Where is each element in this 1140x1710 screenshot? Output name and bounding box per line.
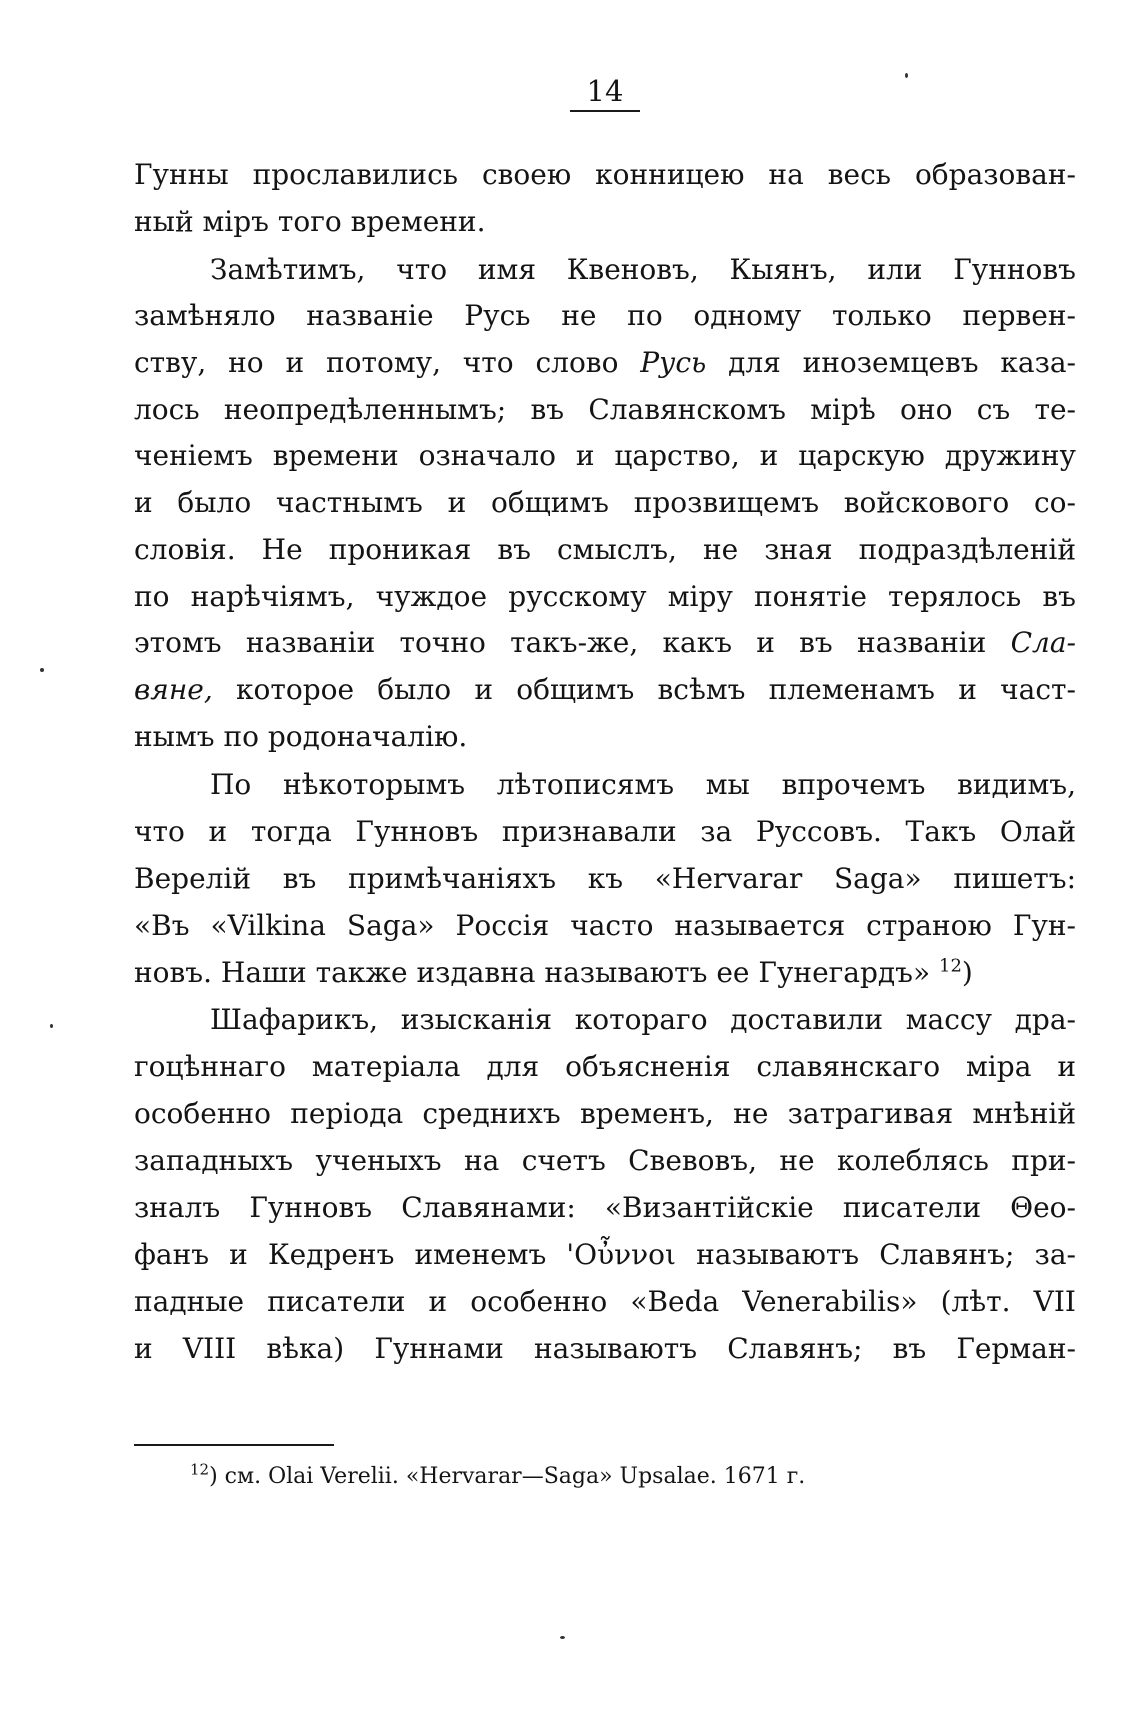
text-line: Шафарикъ, изысканія котораго доставили массу дра- xyxy=(210,1003,1076,1036)
text-line xyxy=(134,339,1076,387)
text-line: особенно періода среднихъ временъ, не затрагивая мнѣній xyxy=(134,1097,1076,1130)
text-line: и было частнымъ и общимъ прозвищемъ войскового со- xyxy=(134,486,1076,519)
footnote xyxy=(190,1461,1010,1493)
footnote-reference: 12 xyxy=(939,955,962,977)
footnote-marker: 12 xyxy=(190,1460,210,1479)
text-line: зналъ Гунновъ Славянами: «Византійскіе писатели Θео- xyxy=(134,1191,1076,1224)
italic-term: Русь xyxy=(640,346,707,379)
text-line: нымъ по родоначалію. xyxy=(134,720,468,753)
text-run: этомъ названіи точно такъ-же, какъ и въ названіи xyxy=(134,626,1011,659)
text-line: словія. Не проникая въ смыслъ, не зная подраздѣленій xyxy=(134,533,1076,566)
text-line: и VIII вѣка) Гуннами называютъ Славянъ; въ Герман- xyxy=(134,1332,1076,1365)
text-line: замѣняло названіе Русь не по одному только первен- xyxy=(134,299,1076,332)
italic-term: Сла- xyxy=(1010,626,1076,659)
text-line: по нарѣчіямъ, чуждое русскому міру понятіе терялось въ xyxy=(134,580,1076,613)
text-run: которое было и общимъ всѣмъ племенамъ и част- xyxy=(212,673,1076,706)
text-line: Верелій въ примѣчаніяхъ къ «Hervarar Saga» пишетъ: xyxy=(134,862,1076,895)
italic-term: вяне, xyxy=(134,673,213,706)
text-line xyxy=(134,619,1076,667)
text-line: По нѣкоторымъ лѣтописямъ мы впрочемъ видимъ, xyxy=(210,768,1076,801)
footnote-text: ) см. Olai Verelii. «Hervarar—Saga» Upsalae. 1671 г. xyxy=(209,1464,806,1489)
text-line xyxy=(134,666,1076,714)
text-line: Гунны прославились своею конницею на весь образован- xyxy=(134,158,1076,191)
text-line xyxy=(134,949,1076,997)
text-line: ченіемъ времени означало и царство, и царскую дружину xyxy=(134,439,1076,472)
scan-speck xyxy=(560,1636,565,1639)
page-number: 14 xyxy=(570,74,640,112)
footnote-divider xyxy=(134,1444,334,1446)
scan-speck xyxy=(905,73,908,78)
text-run: для иноземцевъ каза- xyxy=(706,346,1076,379)
text-line: гоцѣннаго матеріала для объясненія славянскаго міра и xyxy=(134,1050,1076,1083)
text-run: новъ. Наши также издавна называютъ ее Гунегардъ» xyxy=(134,956,940,989)
text-run: ) xyxy=(961,956,973,989)
text-line: фанъ и Кедренъ именемъ 'Οὖννοι называютъ Славянъ; за- xyxy=(134,1238,1076,1271)
scan-speck xyxy=(50,1024,53,1028)
text-line: падные писатели и особенно «Beda Venerabilis» (лѣт. VII xyxy=(134,1285,1076,1318)
text-run: ству, но и потому, что слово xyxy=(134,346,641,379)
text-line: лось неопредѣленнымъ; въ Славянскомъ мірѣ оно съ те- xyxy=(134,393,1076,426)
text-line: западныхъ ученыхъ на счетъ Свевовъ, не колеблясь при- xyxy=(134,1144,1076,1177)
text-line: Замѣтимъ, что имя Квеновъ, Кыянъ, или Гунновъ xyxy=(210,253,1076,286)
text-line: что и тогда Гунновъ признавали за Руссовъ. Такъ Олай xyxy=(134,815,1076,848)
text-line: «Въ «Vilkina Saga» Россія часто называется страною Гун- xyxy=(134,909,1076,942)
text-line: ный міръ того времени. xyxy=(134,205,486,238)
scan-speck xyxy=(40,668,44,672)
